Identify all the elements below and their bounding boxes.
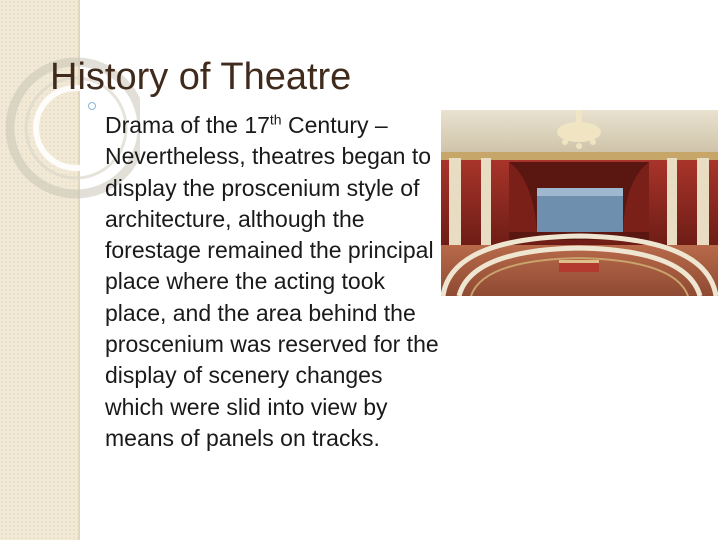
- body-paragraph: Nevertheless, theatres began to display the proscenium style of architecture, although the forestage remained the principal place where the acting took place, and the area behind the proscenium was reserved for the display of scenery changes which were slid into view by means of panels on tracks.: [105, 143, 439, 451]
- slide-body-text: [105, 110, 440, 454]
- body-lead: Drama of the 17: [105, 112, 270, 138]
- body-lead-rest: Century –: [281, 112, 388, 138]
- theatre-interior-image: [441, 110, 718, 296]
- body-superscript: th: [269, 111, 282, 128]
- bullet-circle-icon: [88, 102, 96, 110]
- slide-title: History of Theatre: [50, 56, 352, 98]
